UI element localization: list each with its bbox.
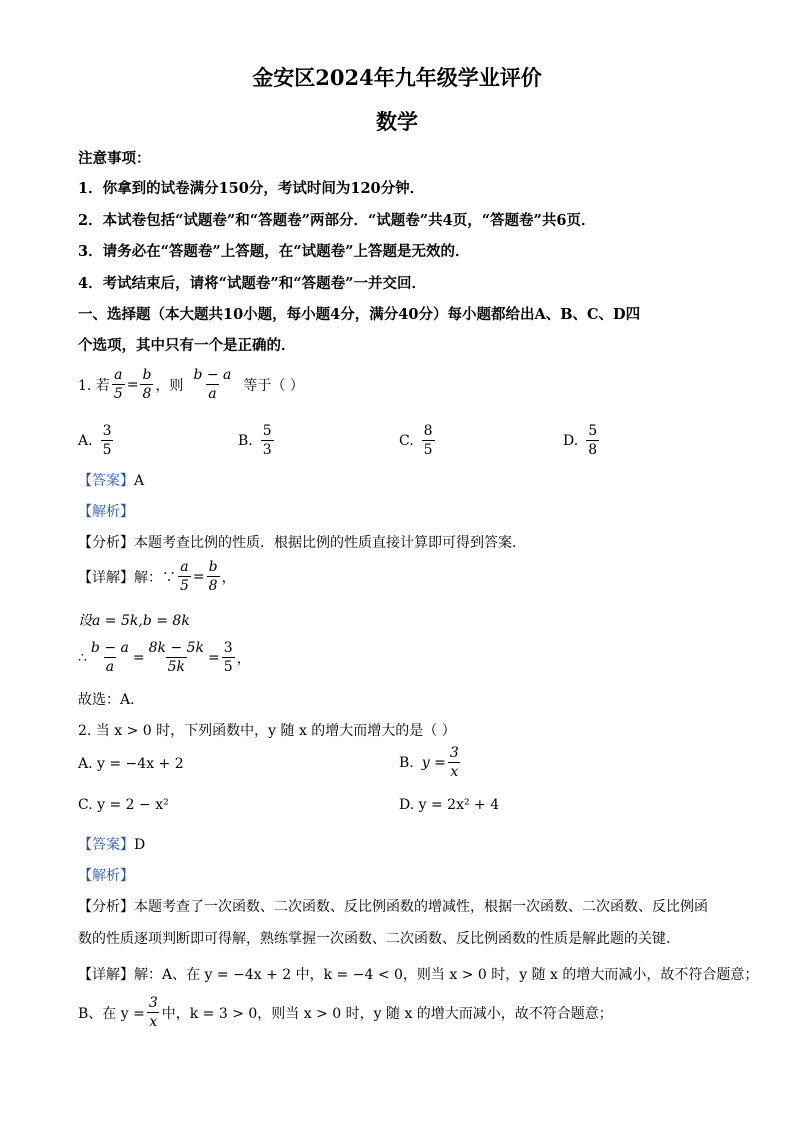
q2-option-d: D. y = 2x² + 4 [399,797,500,813]
q1-calc: ∴ $\frac{b - a}{a}$ = $\frac{8k - 5k}{5k}$ = $\frac{3}{5}$ ， [78,640,251,675]
q1-cond-right: $\frac{b}{8}$ [142,367,152,402]
q2-answer: 【答案】D [78,837,146,853]
q1-prefix: 1. 若 [78,377,110,394]
q2-fenxi-line1: 【分析】本题考查了一次函数、二次函数、反比例函数的增减性，根据一次函数、二次函数、反比例函 [78,899,708,915]
q1-answer: 【答案】A [78,473,145,489]
q1-option-a: A. $\frac{3}{5}$ [78,423,112,458]
q1-conclusion: 故选：A． [78,692,145,708]
q2-detail-a: 【详解】解：A、在 y = −4x + 2 中，k = −4 < 0，则当 x > 0 时，y 随 x 的增大而减小，故不符合题意； [78,967,759,983]
q1-analysis-tag: 【解析】 [78,504,134,520]
notice-heading: 注意事项： [78,150,151,167]
q1-mid: ，则 [155,377,184,394]
notice-item-1: 1．你拿到的试卷满分150分，考试时间为120分钟． [78,180,425,197]
q1-option-c: C. $\frac{8}{5}$ [399,423,433,458]
q2-analysis-tag: 【解析】 [78,868,134,884]
q1-option-b: B. $\frac{5}{3}$ [238,423,272,458]
q1-expr: $\frac{b - a}{a}$ [193,367,232,402]
q1-set: 设a = 5k,b = 8k [78,613,190,629]
document-title: 金安区2024年九年级学业评价 [252,65,542,90]
q2-option-a: A. y = −4x + 2 [78,756,184,772]
q2-detail-b: B、在 y = $\frac{3}{x}$ 中，k = 3 > 0，则当 x > 0 时，y 随 x 的增大而减小，故不符合题意； [78,995,613,1030]
notice-item-4: 4．考试结束后，请将“试题卷”和“答题卷”一并交回． [78,275,426,292]
q2-stem: 2. 当 x > 0 时，下列函数中，y 随 x 的增大而增大的是（ ） [78,723,456,739]
q1-fenxi: 【分析】本题考查比例的性质．根据比例的性质直接计算即可得到答案． [78,535,526,551]
q1-suffix: 等于（ ） [243,377,304,394]
q1-stem: 1. 若 $\frac{a}{5}$ = $\frac{b}{8}$ ，则 $\frac{b - a}{a}$ 等于（ ） [78,367,304,402]
q1-cond-left: $\frac{a}{5}$ [113,367,123,402]
q2-fenxi-line2: 数的性质逐项判断即可得解，熟练掌握一次函数、二次函数、反比例函数的性质是解此题的关键． [78,931,680,947]
section-heading-line2: 个选项，其中只有一个是正确的． [78,337,296,354]
q1-option-d: D. $\frac{5}{8}$ [563,423,598,458]
section-heading-line1: 一、选择题（本大题共10小题，每小题4分，满分40分）每小题都给出A、B、C、D四 [78,306,641,323]
notice-item-2: 2．本试卷包括“试题卷”和“答题卷”两部分．“试题卷”共4页，“答题卷”共6页． [78,212,596,229]
subject-title: 数学 [376,109,418,134]
notice-item-3: 3．请务必在“答题卷”上答题，在“试题卷”上答题是无效的． [78,243,470,260]
q2-option-b: B. y = $\frac{3}{x}$ [399,745,459,780]
q1-detail: 【详解】 解：∵ $\frac{a}{5}$ = $\frac{b}{8}$ ， [78,559,236,594]
q2-option-c: C. y = 2 − x² [78,797,169,813]
